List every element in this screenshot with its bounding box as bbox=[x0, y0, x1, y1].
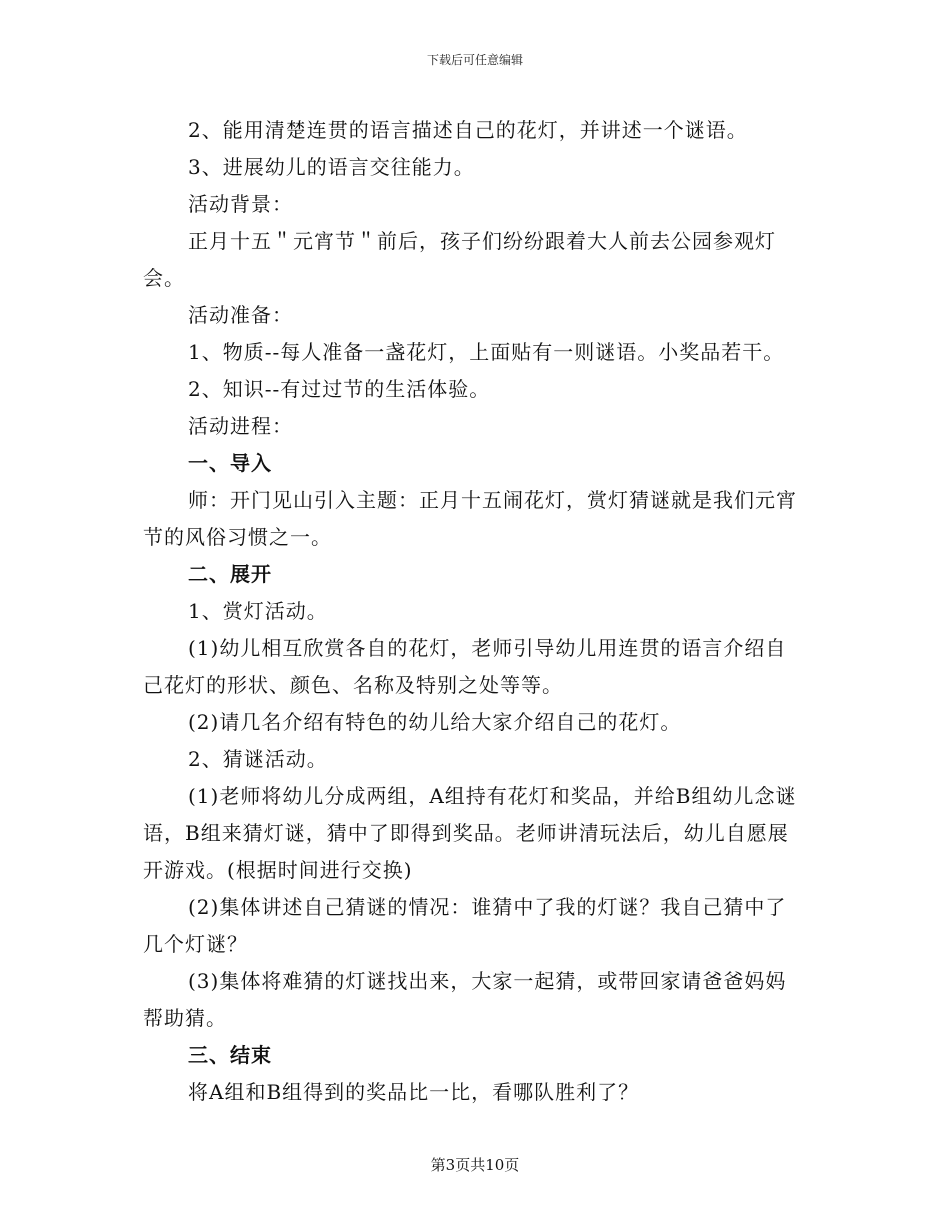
section-heading-develop: 二、展开 bbox=[188, 562, 272, 586]
section-heading-intro: 一、导入 bbox=[188, 451, 272, 475]
paragraph-preparation-1: 1、物质--每人准备一盏花灯，上面贴有一则谜语。小奖品若干。 bbox=[188, 340, 785, 364]
paragraph-goal-3: 3、进展幼儿的语言交往能力。 bbox=[188, 155, 475, 179]
document-body bbox=[143, 112, 807, 1111]
paragraph-background: 正月十五＂元宵节＂前后，孩子们纷纷跟着大人前去公园参观灯会。 bbox=[143, 229, 776, 290]
paragraph-process-heading: 活动进程： bbox=[188, 414, 293, 438]
paragraph-lantern-activity: 1、赏灯活动。 bbox=[188, 599, 328, 623]
page-footer: 第3页共10页 bbox=[430, 1156, 520, 1174]
paragraph-goal-2: 2、能用清楚连贯的语言描述自己的花灯，并讲述一个谜语。 bbox=[188, 118, 748, 142]
paragraph-riddle-2: (2)集体讲述自己猜谜的情况：谁猜中了我的灯谜？我自己猜中了几个灯谜？ bbox=[143, 895, 787, 956]
paragraph-preparation-2: 2、知识--有过过节的生活体验。 bbox=[188, 377, 491, 401]
paragraph-riddle-1: (1)老师将幼儿分成两组，A组持有花灯和奖品，并给B组幼儿念谜语，B组来猜灯谜，猜中了即得到奖品。老师讲清玩法后，幼儿自愿展开游戏。(根据时间进行交换) bbox=[143, 784, 797, 882]
page-header: 下载后可任意编辑 bbox=[426, 53, 523, 67]
paragraph-end: 将A组和B组得到的奖品比一比，看哪队胜利了？ bbox=[188, 1080, 640, 1104]
paragraph-lantern-2: (2)请几名介绍有特色的幼儿给大家介绍自己的花灯。 bbox=[188, 710, 682, 734]
paragraph-lantern-1: (1)幼儿相互欣赏各自的花灯，老师引导幼儿用连贯的语言介绍自己花灯的形状、颜色、名称及特别之处等等。 bbox=[143, 636, 787, 697]
paragraph-background-heading: 活动背景： bbox=[188, 192, 293, 216]
paragraph-preparation-heading: 活动准备： bbox=[188, 303, 293, 327]
paragraph-riddle-3: (3)集体将难猜的灯谜找出来，大家一起猜，或带回家请爸爸妈妈帮助猜。 bbox=[143, 969, 787, 1030]
paragraph-riddle-activity: 2、猜谜活动。 bbox=[188, 747, 328, 771]
section-heading-end: 三、结束 bbox=[188, 1043, 272, 1067]
paragraph-intro: 师：开门见山引入主题：正月十五闹花灯，赏灯猜谜就是我们元宵节的风俗习惯之一。 bbox=[143, 488, 797, 549]
